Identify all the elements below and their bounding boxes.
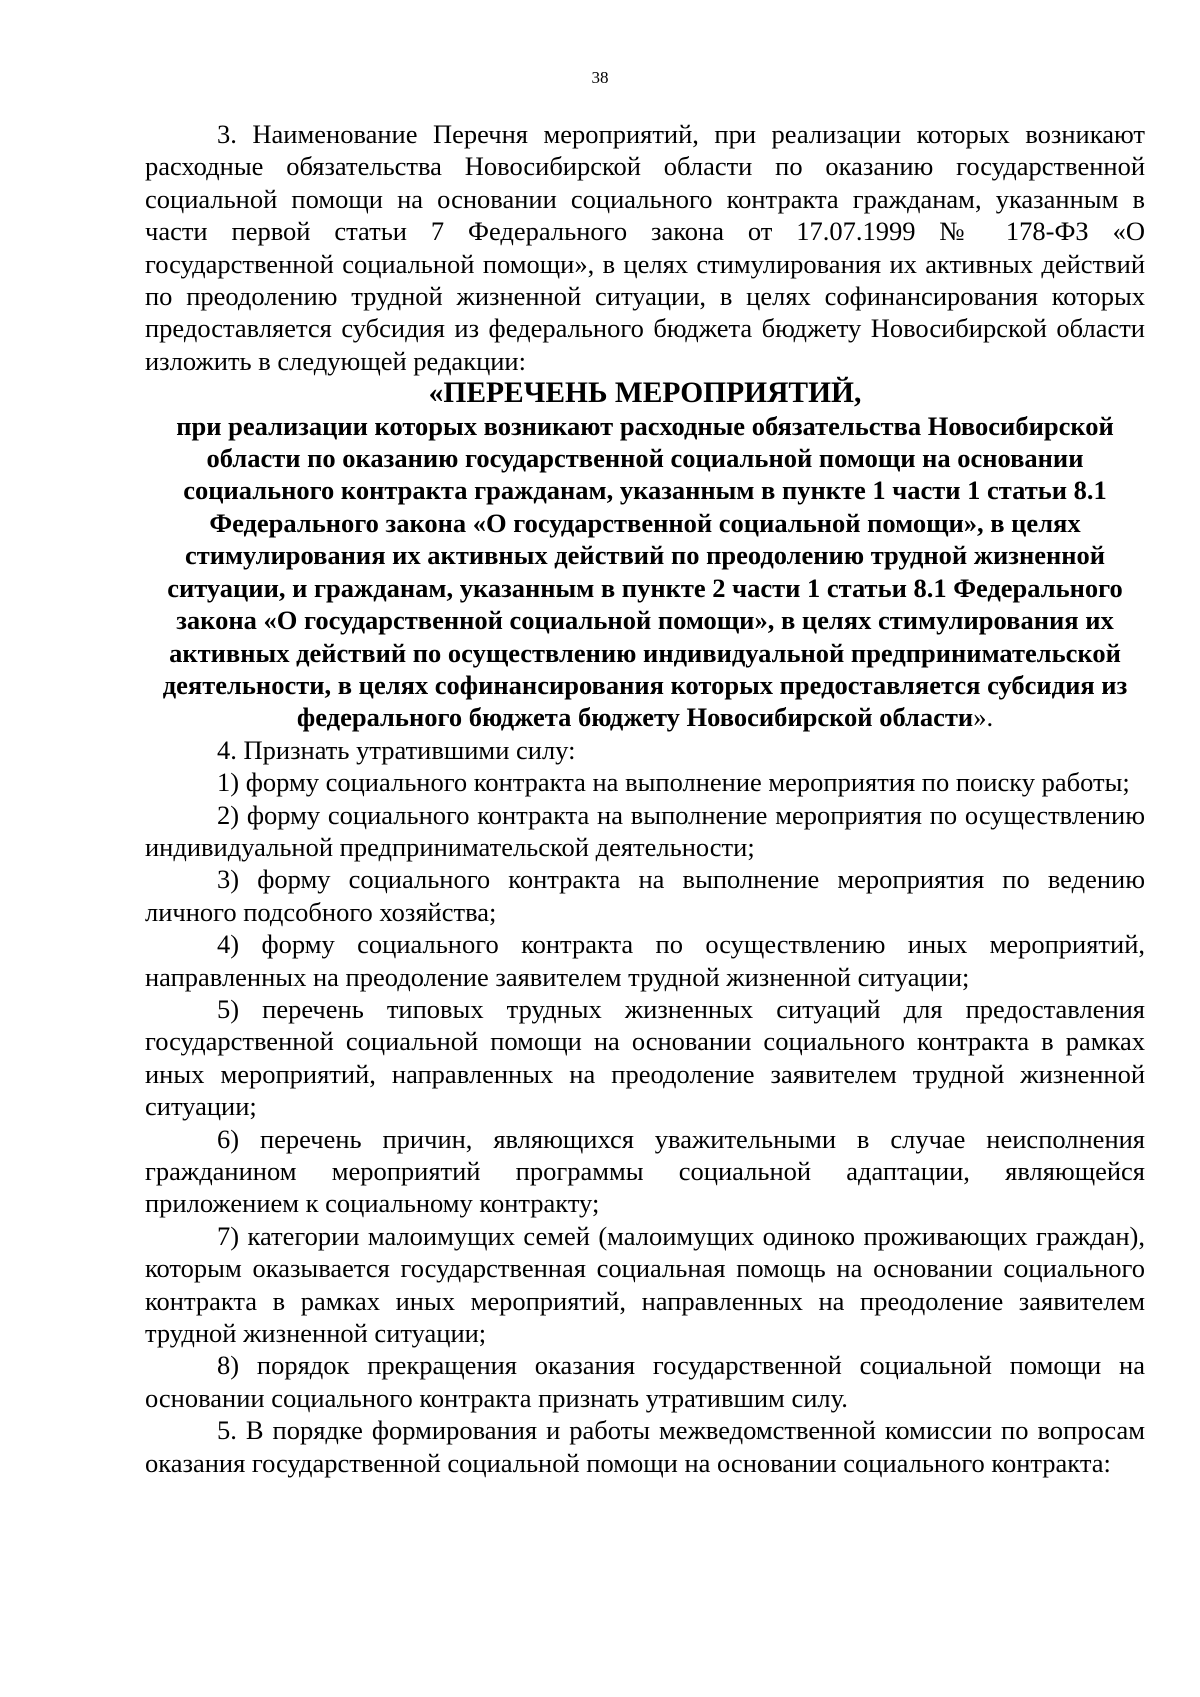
list-item-3: 3) форму социального контракта на выполнение мероприятия по ведению личного подсобного хозяйства; bbox=[145, 864, 1145, 927]
document-body bbox=[145, 118, 1145, 1479]
paragraph-4: 4. Признать утратившими силу: bbox=[217, 734, 576, 765]
list-title bbox=[145, 377, 1145, 733]
list-item-5: 5) перечень типовых трудных жизненных ситуаций для предоставления государственной социальной помощи на основании социального контракта в рамках иных мероприятий, направленных на преодоление заявителем трудной жизненной ситуации; bbox=[145, 993, 1145, 1122]
list-item-2: 2) форму социального контракта на выполнение мероприятия по осуществлению индивидуальной предпринимательской деятельности; bbox=[145, 799, 1145, 862]
list-title-text bbox=[145, 410, 1145, 734]
list-item-6: 6) перечень причин, являющихся уважительными в случае неисполнения гражданином мероприятий программы социальной адаптации, являющейся приложением к социальному контракту; bbox=[145, 1123, 1145, 1219]
list-title-main: «ПЕРЕЧЕНЬ МЕРОПРИЯТИЙ, bbox=[428, 377, 862, 410]
list-item-7: 7) категории малоимущих семей (малоимущих одиноко проживающих граждан), которым оказывается государственная социальная помощь на основании социального контракта в рамках иных мероприятий, направленных на преодоление заявителем трудной жизненной ситуации; bbox=[145, 1220, 1145, 1349]
list-title-body: при реализации которых возникают расходные обязательства Новосибирской области по оказанию государственной социальной помощи на основании социального контракта гражданам, указанным в пункте 1 части 1 статьи 8.1 Федерального закона «О государственной социальной помощи», в целях стимулирования их активных действий по преодолению трудной жизненной ситуации, и гражданам, указанным в пункте 2 части 1 статьи 8.1 Федерального закона «О государственной социальной помощи», в целях стимулирования их активных действий по осуществлению индивидуальной предпринимательской деятельности, в целях софинансирования которых предоставляется субсидия из федерального бюджета бюджету Новосибирской области bbox=[162, 410, 1128, 733]
paragraph-5: 5. В порядке формирования и работы межведомственной комиссии по вопросам оказания государственной социальной помощи на основании социального контракта: bbox=[145, 1415, 1145, 1478]
list-item-1: 1) форму социального контракта на выполнение мероприятия по поиску работы; bbox=[217, 767, 1130, 798]
paragraph-3: 3. Наименование Перечня мероприятий, при реализации которых возникают расходные обязательства Новосибирской области по оказанию государственной социальной помощи на основании социального контракта гражданам, указанным в части первой статьи 7 Федерального закона от 17.07.1999 № 178-ФЗ «О государственной социальной помощи», в целях стимулирования их активных действий по преодолению трудной жизненной ситуации, в целях софинансирования которых предоставляется субсидия из федерального бюджета бюджету Новосибирской области изложить в следующей редакции: bbox=[145, 119, 1145, 376]
list-item-4: 4) форму социального контракта по осуществлению иных мероприятий, направленных на преодоление заявителем трудной жизненной ситуации; bbox=[145, 929, 1145, 992]
page-number: 38 bbox=[591, 68, 609, 87]
list-title-closing: ». bbox=[973, 702, 994, 733]
list-item-8: 8) порядок прекращения оказания государственной социальной помощи на основании социального контракта признать утратившим силу. bbox=[145, 1350, 1145, 1413]
